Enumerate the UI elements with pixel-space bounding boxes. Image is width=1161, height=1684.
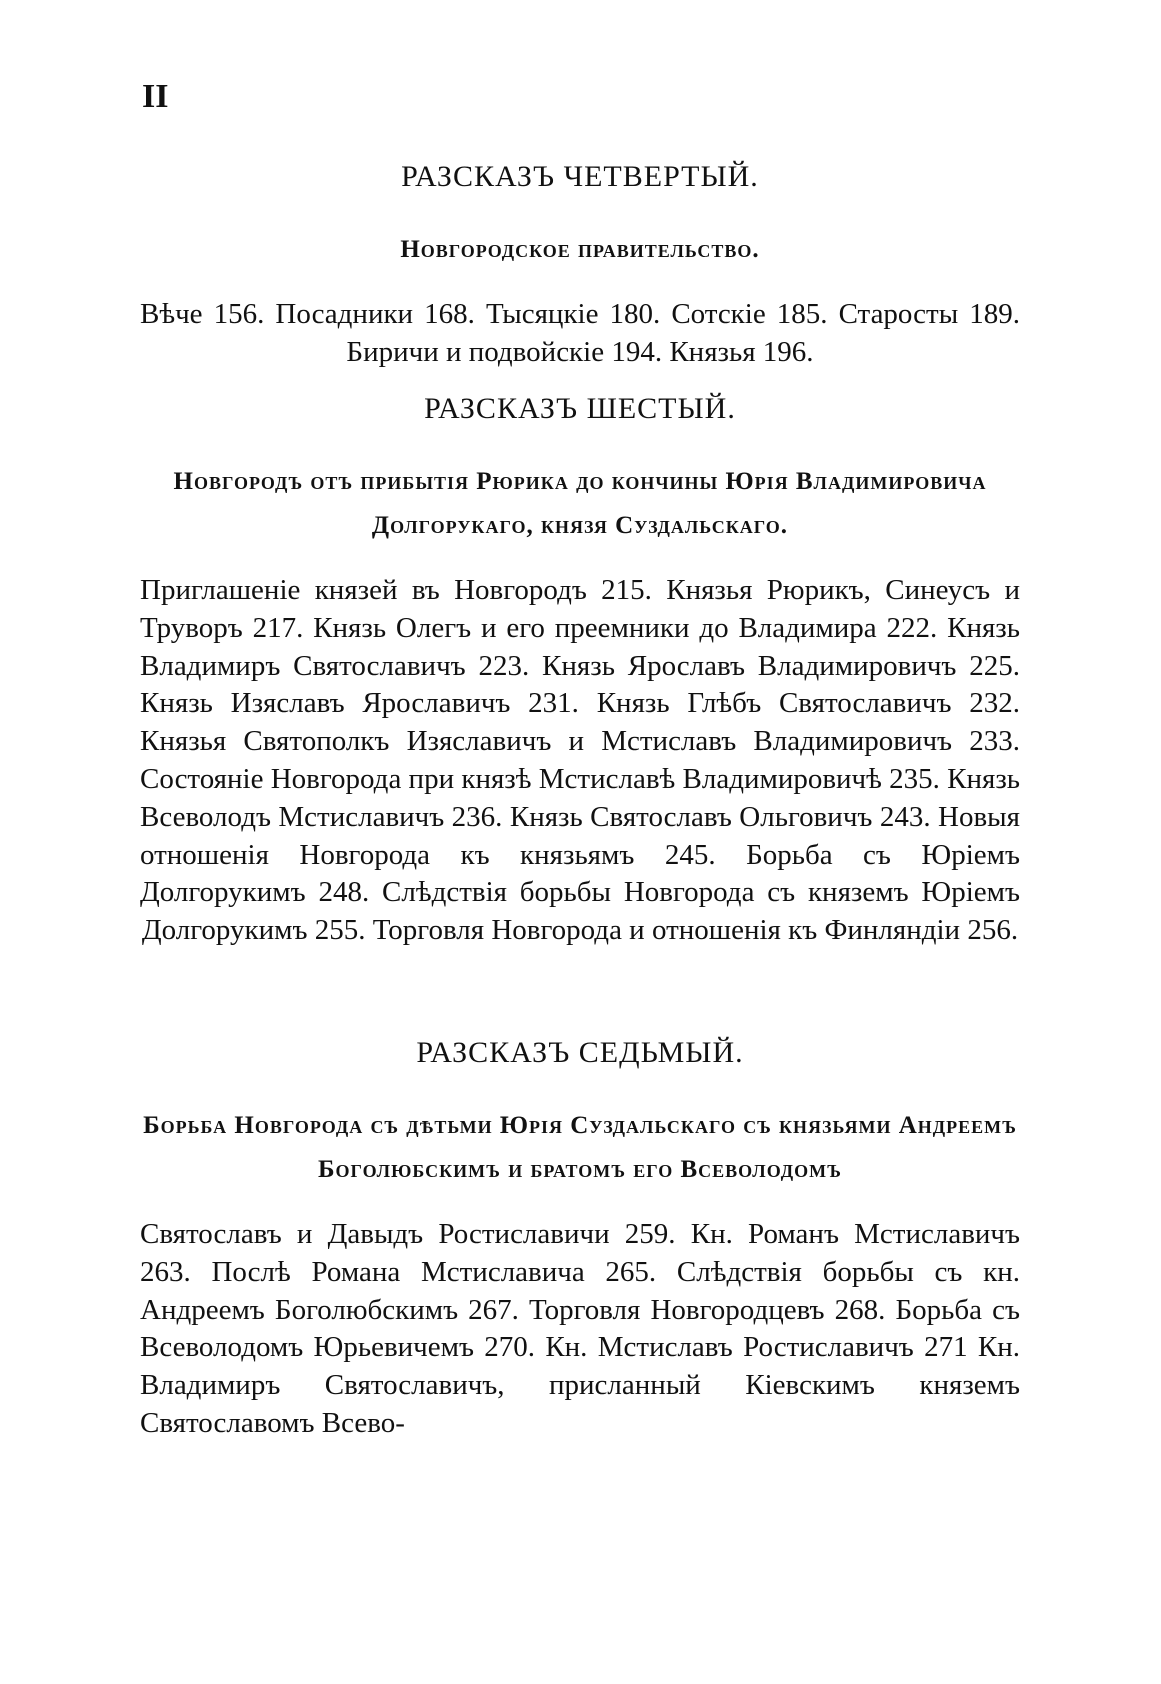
section-contents: Приглашеніе князей въ Новгородъ 215. Князья Рюрикъ, Синеусъ и Труворъ 217. Князь Олегъ и его преемники до Владимира 222. Князь Владимиръ Святославичъ 223. Князь Ярославъ Владимировичъ 225. Князь Изяславъ Ярославичъ 231. Князь Глѣбъ Святославичъ 232. Князья Святополкъ Изяславичъ и Мстиславъ Владимировичъ 233. Состояніе Новгорода при князѣ Мстиславѣ Владимировичѣ 235. Князь Всеволодъ Мстиславичъ 236. Князь Святославъ Ольговичъ 243. Новыя отношенія Новгорода къ князьямъ 245. Борьба съ Юріемъ Долгорукимъ 248. Слѣдствія борьбы Новгорода съ княземъ Юріемъ Долгорукимъ 255. Торговля Новгорода и отношенія къ Финляндіи 256. bbox=[140, 574, 1021, 947]
section-subtitle: Новгородъ отъ прибытія Рюрика до кончины Юрія Владимировича Долгорукаго, князя Суздальскаго. bbox=[173, 468, 987, 539]
section-heading: РАЗСКАЗЪ ЧЕТВЕРТЫЙ. bbox=[401, 160, 759, 193]
section-contents: Святославъ и Давыдъ Ростиславичи 259. Кн. Романъ Мстиславичъ 263. Послѣ Романа Мстиславича 265. Слѣдствія борьбы съ кн. Андреемъ Боголюбскимъ 267. Торговля Новгородцевъ 268. Борьба съ Всеволодомъ Юрьевичемъ 270. Кн. Мстиславъ Ростиславичъ 271 Кн. Владимиръ Святославичъ, присланный Кіевскимъ княземъ Святославомъ Всево- bbox=[140, 1218, 1020, 1439]
section-subtitle: Новгородское правительство. bbox=[400, 236, 760, 263]
section-contents: Вѣче 156. Посадники 168. Тысяцкіе 180. Сотскіе 185. Старосты 189. Биричи и подвойскіе 194. Князья 196. bbox=[140, 298, 1020, 368]
page-number: II bbox=[142, 78, 169, 115]
section-subtitle: Борьба Новгорода съ дѣтьми Юрія Суздальскаго съ князьями Андреемъ Боголюбскимъ и братомъ его Всеволодомъ bbox=[143, 1112, 1017, 1183]
section-heading: РАЗСКАЗЪ СЕДЬМЫЙ. bbox=[416, 1036, 744, 1069]
section-heading: РАЗСКАЗЪ ШЕСТЫЙ. bbox=[424, 392, 736, 425]
